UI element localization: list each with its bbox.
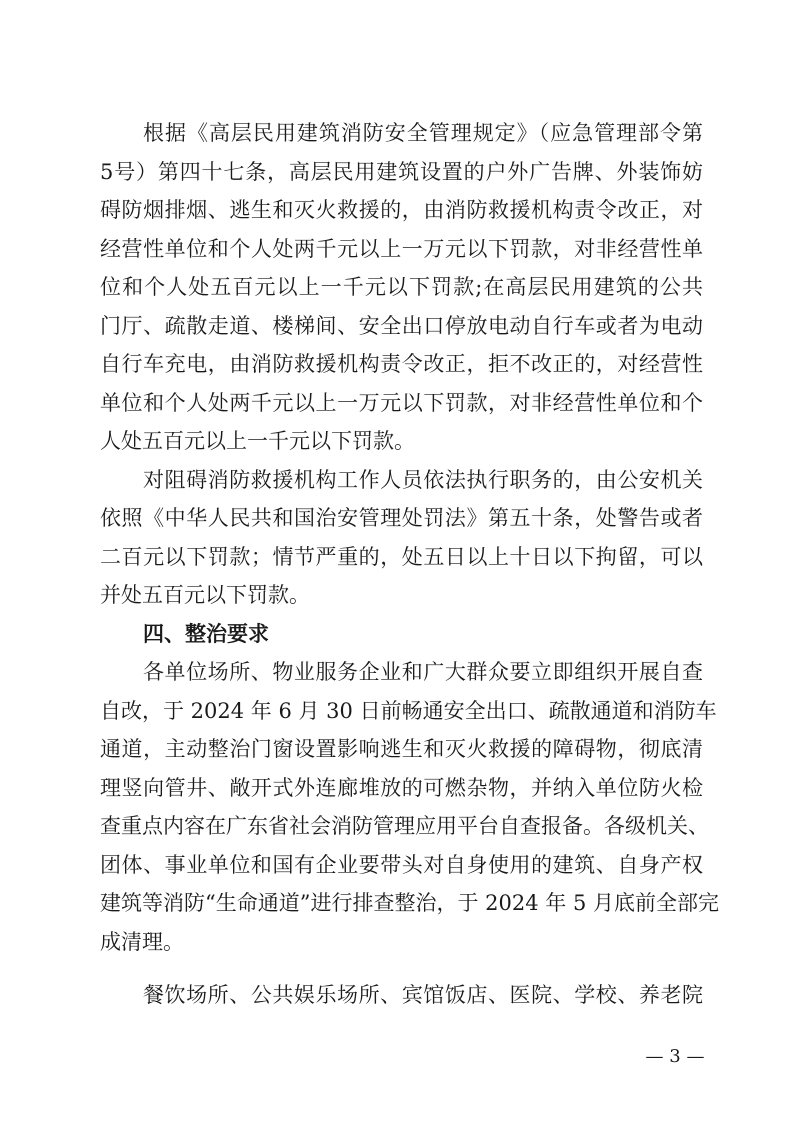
paragraph-line: 餐饮场所、公共娱乐场所、宾馆饭店、医院、学校、养老院	[143, 983, 703, 1007]
paragraph-line: 查重点内容在广东省社会消防管理应用平台自查报备。各级机关、	[100, 814, 709, 838]
paragraph-line: 建筑等消防“生命通道”进行排查整治，于 2024 年 5 月底前全部完	[100, 891, 719, 915]
paragraph-line: 二百元以下罚款；情节严重的，处五日以上十日以下拘留，可以	[100, 544, 703, 569]
paragraph-line: 位和个人处五百元以上一千元以下罚款;在高层民用建筑的公共	[100, 275, 703, 299]
paragraph-line: 碍防烟排烟、逃生和灭火救援的，由消防救援机构责令改正，对	[100, 198, 703, 222]
paragraph-line: 门厅、疏散走道、楼梯间、安全出口停放电动自行车或者为电动	[100, 313, 703, 338]
paragraph-line: 并处五百元以下罚款。	[100, 583, 310, 607]
paragraph-line: 团体、事业单位和国有企业要带头对自身使用的建筑、自身产权	[100, 852, 703, 877]
paragraph-line: 根据《高层民用建筑消防安全管理规定》（应急管理部令第	[143, 121, 703, 145]
paragraph-penalties-high-rise	[100, 114, 703, 461]
paragraph-line: 各单位场所、物业服务企业和广大群众要立即组织开展自查	[143, 660, 703, 684]
paragraph-line: 5号）第四十七条，高层民用建筑设置的户外广告牌、外装饰妨	[100, 159, 703, 184]
paragraph-obstruction-penalties	[100, 461, 703, 615]
paragraph-line: 成清理。	[100, 929, 184, 954]
paragraph-line: 自改，于 2024 年 6 月 30 日前畅通安全出口、疏散通道和消防车	[100, 698, 717, 723]
paragraph-rectification-requirements	[100, 653, 719, 961]
paragraph-line: 单位和个人处两千元以上一万元以下罚款，对非经营性单位和个	[100, 390, 703, 415]
section-heading: 四、整治要求	[143, 621, 269, 646]
paragraph-line: 理竖向管井、敞开式外连廊堆放的可燃杂物，并纳入单位防火检	[100, 775, 703, 800]
document-body	[100, 114, 719, 1015]
paragraph-line: 通道，主动整治门窗设置影响逃生和灭火救援的障碍物，彻底清	[100, 737, 703, 761]
page-number: — 3 —	[645, 1046, 705, 1067]
paragraph-line: 对阻碍消防救援机构工作人员依法执行职务的，由公安机关	[143, 467, 703, 492]
paragraph-line: 人处五百元以上一千元以下罚款。	[100, 429, 415, 453]
paragraph-line: 自行车充电，由消防救援机构责令改正，拒不改正的，对经营性	[100, 352, 703, 376]
paragraph-line: 依照《中华人民共和国治安管理处罚法》第五十条，处警告或者	[100, 506, 703, 530]
paragraph-line: 经营性单位和个人处两千元以上一万元以下罚款，对非经营性单	[100, 236, 703, 261]
paragraph-venues	[100, 976, 703, 1015]
